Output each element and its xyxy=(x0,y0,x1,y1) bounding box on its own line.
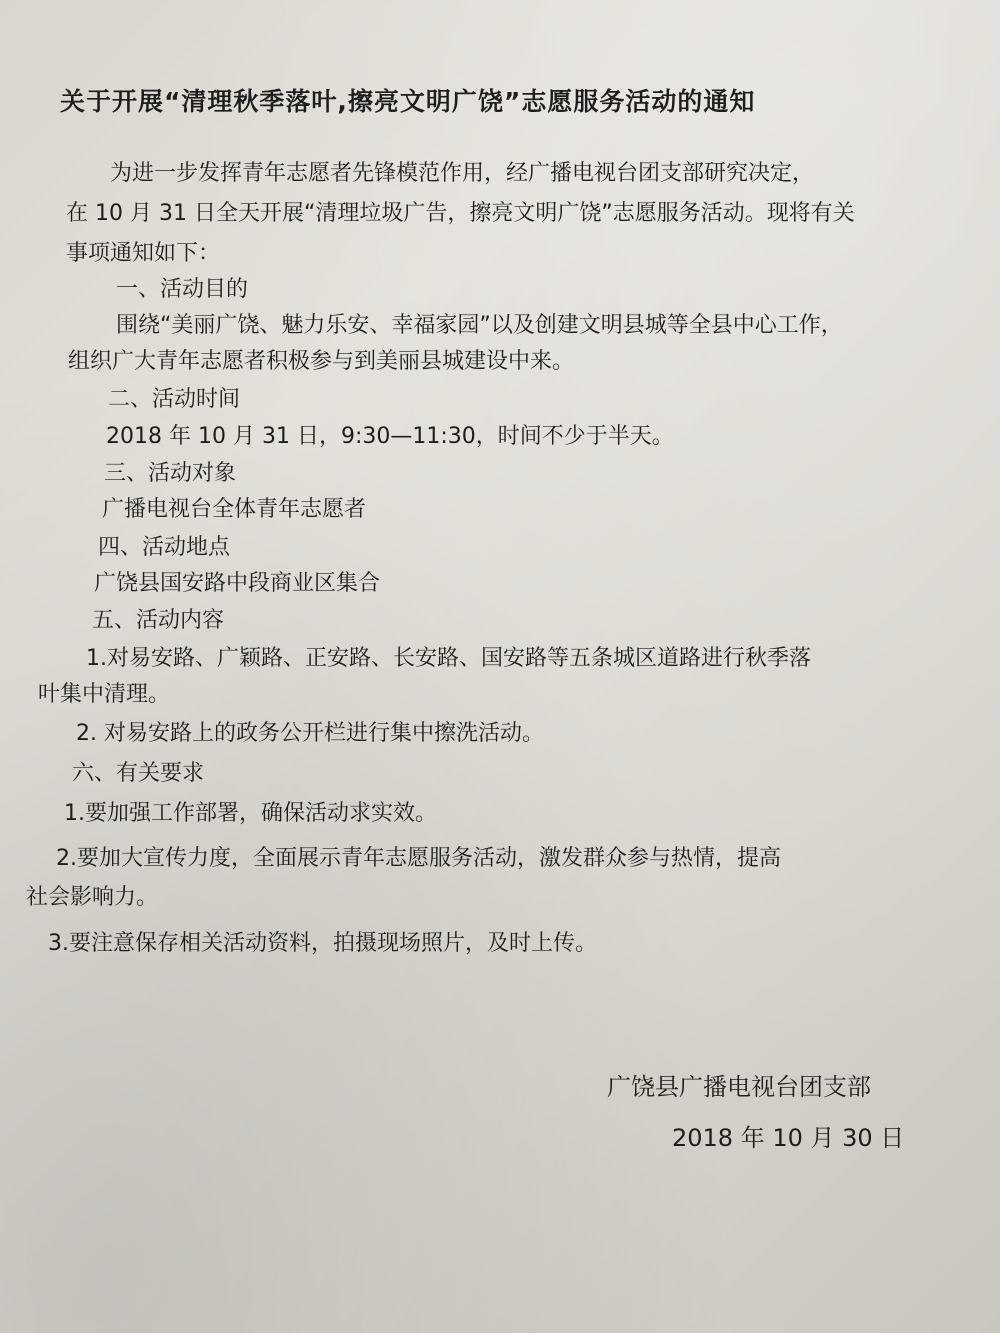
signature-date: 2018 年 10 月 30 日 xyxy=(672,1124,905,1152)
section-2-heading: 二、活动时间 xyxy=(108,387,241,412)
section-6-line-2: 2.要加大宣传力度，全面展示青年志愿服务活动，激发群众参与热情，提高 xyxy=(56,846,781,871)
section-5-line-2: 叶集中清理。 xyxy=(38,682,171,707)
section-6-line-3: 社会影响力。 xyxy=(26,885,159,910)
section-5-line-3: 2. 对易安路上的政务公开栏进行集中擦洗活动。 xyxy=(76,721,544,746)
section-5-heading: 五、活动内容 xyxy=(92,608,225,633)
section-1-line-2: 组织广大青年志愿者积极参与到美丽县城建设中来。 xyxy=(68,349,575,374)
section-3-line-1: 广播电视台全体青年志愿者 xyxy=(102,497,367,522)
section-1-heading: 一、活动目的 xyxy=(116,277,249,302)
section-6-line-4: 3.要注意保存相关活动资料，拍摄现场照片，及时上传。 xyxy=(48,931,597,956)
section-5-line-1: 1.对易安路、广颖路、正安路、长安路、国安路等五条城区道路进行秋季落 xyxy=(86,646,811,671)
section-6-line-1: 1.要加强工作部署，确保活动求实效。 xyxy=(64,801,437,826)
section-3-heading: 三、活动对象 xyxy=(104,461,237,486)
signature-org: 广饶县广播电视台团支部 xyxy=(607,1073,871,1101)
section-2-line-1: 2018 年 10 月 31 日，9:30—11:30，时间不少于半天。 xyxy=(106,424,674,449)
section-1-line-1: 围绕“美丽广饶、魅力乐安、幸福家园”以及创建文明县城等全县中心工作， xyxy=(116,313,843,338)
section-4-heading: 四、活动地点 xyxy=(98,535,231,560)
intro-line-1: 为进一步发挥青年志愿者先锋模范作用，经广播电视台团支部研究决定， xyxy=(110,161,815,186)
intro-line-3: 事项通知如下： xyxy=(66,241,221,266)
section-4-line-1: 广饶县国安路中段商业区集合 xyxy=(94,571,381,596)
document-title: 关于开展“清理秋季落叶,擦亮文明广饶”志愿服务活动的通知 xyxy=(60,87,756,116)
section-6-heading: 六、有关要求 xyxy=(72,761,205,786)
intro-line-2: 在 10 月 31 日全天开展“清理垃圾广告，擦亮文明广饶”志愿服务活动。现将有关 xyxy=(66,201,855,226)
